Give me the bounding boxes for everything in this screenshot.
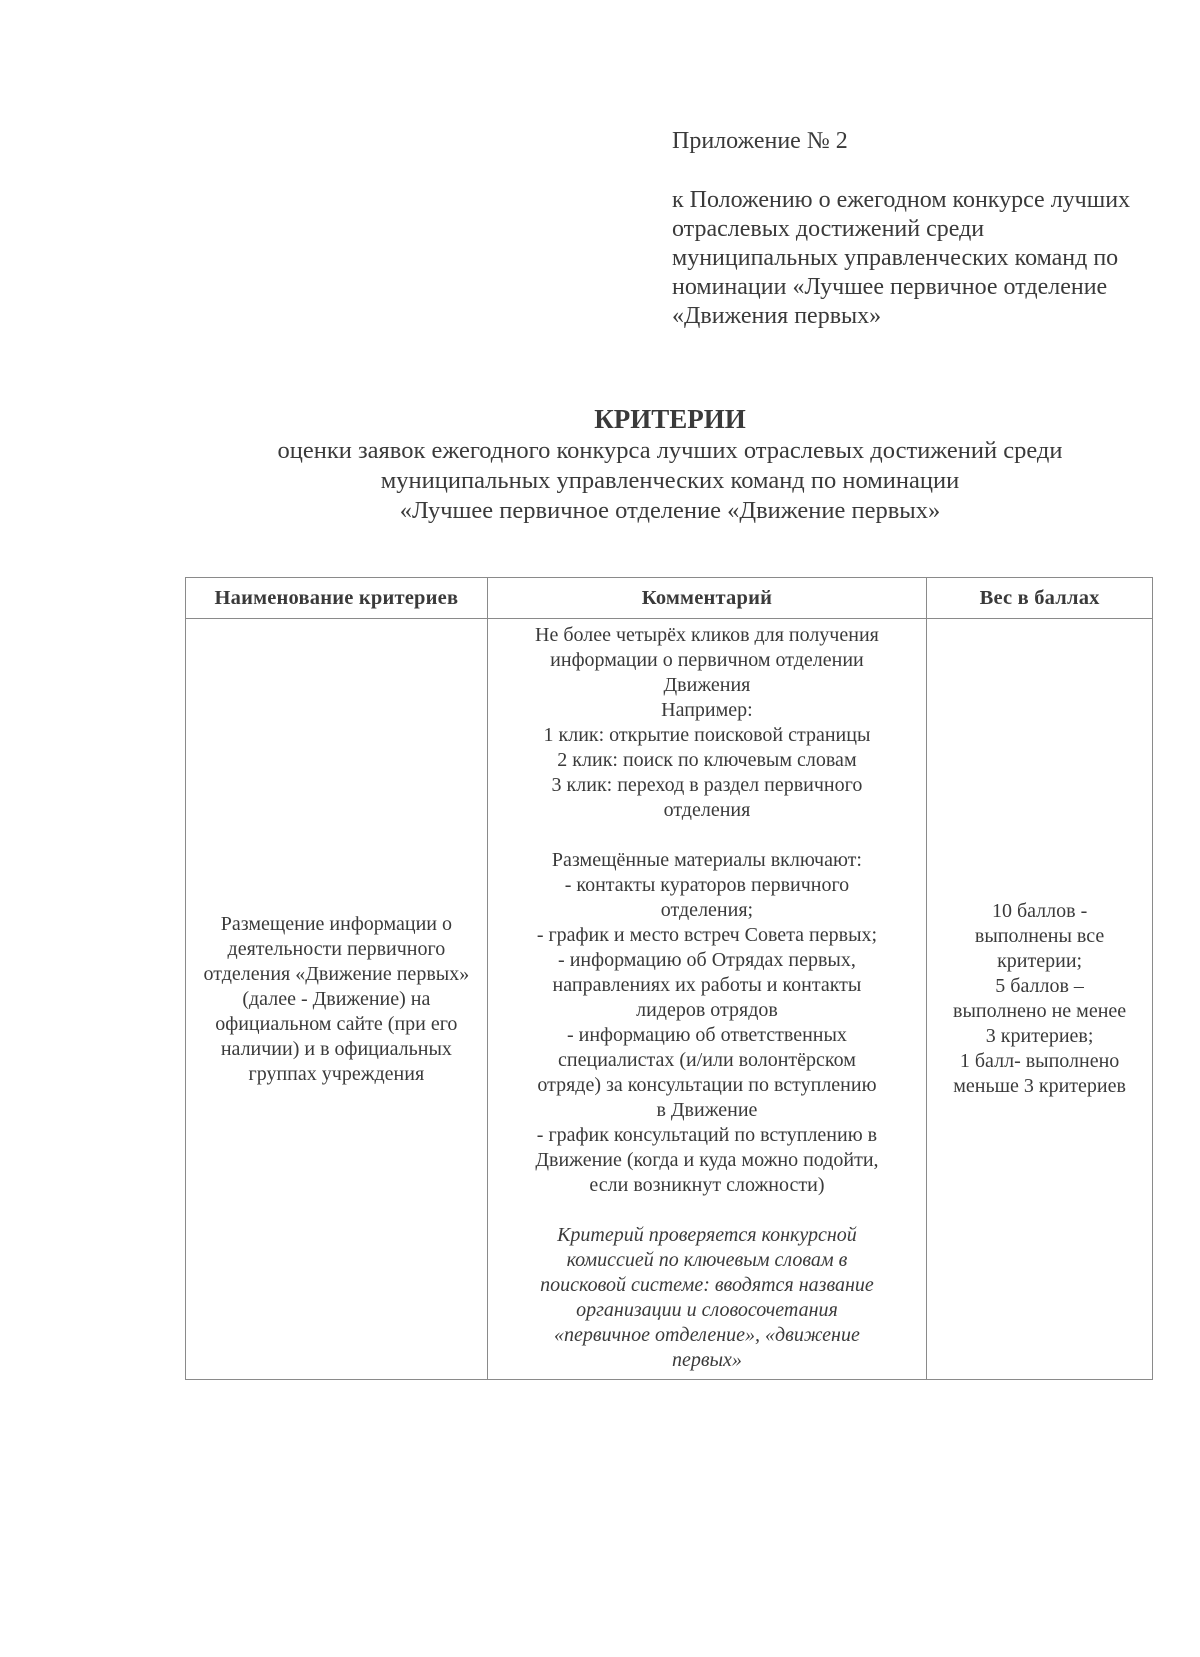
criterion-cell <box>186 619 488 1380</box>
weight-line: меньше 3 критериев <box>953 1075 1126 1097</box>
heading-line-1: оценки заявок ежегодного конкурса лучших отраслевых достижений среди <box>277 437 1063 464</box>
heading-title: КРИТЕРИИ <box>594 404 746 434</box>
comment-line: - график консультаций по вступлению в <box>536 1124 878 1146</box>
comment-line: 3 клик: переход в раздел первичного <box>551 774 863 796</box>
comment-line: отделения; <box>660 899 754 921</box>
comment-line: - контакты кураторов первичного <box>564 874 850 896</box>
weight-text <box>932 899 1147 1099</box>
criterion-text: Размещение информации о деятельности первичного отделения «Движение первых» (далее - Движение) на официальном сайте (при его наличии) и в официальных группах учреждения <box>203 912 470 1085</box>
comment-note-line: комиссией по ключевым словам в <box>566 1249 848 1271</box>
comment-line: отделения <box>663 799 751 821</box>
comment-note-line: Критерий проверяется конкурсной <box>557 1224 857 1246</box>
comment-line: Например: <box>661 699 753 721</box>
table-row <box>186 619 1153 1380</box>
comment-note-line: первых» <box>671 1349 742 1371</box>
comment-note-line: «первичное отделение», «движение <box>554 1324 860 1346</box>
comment-block-note <box>494 1223 920 1373</box>
comment-line: - график и место встреч Совета первых; <box>536 924 878 946</box>
weight-line: выполнено не менее <box>953 1000 1127 1022</box>
appendix-subtitle: к Положению о ежегодном конкурсе лучших отраслевых достижений среди муниципальных управленческих команд по номинации «Лучшее первичное отделение «Движения первых» <box>672 187 1131 329</box>
comment-block-clicks <box>494 623 920 823</box>
header-comment: Комментарий <box>487 578 926 619</box>
comment-line: лидеров отрядов <box>636 999 778 1021</box>
comment-note-line: организации и словосочетания <box>576 1299 838 1321</box>
criteria-table <box>185 577 1153 1380</box>
comment-line: в Движение <box>656 1099 758 1121</box>
comment-line: 2 клик: поиск по ключевым словам <box>557 749 857 771</box>
header-weight: Вес в баллах <box>927 578 1153 619</box>
weight-cell <box>927 619 1153 1380</box>
comment-line: направлениях их работы и контакты <box>552 974 862 996</box>
comment-line: если возникнут сложности) <box>589 1174 825 1196</box>
comment-line: - информацию об ответственных <box>566 1024 847 1046</box>
comment-cell <box>487 619 926 1380</box>
comment-line: информации о первичном отделении <box>550 649 864 671</box>
weight-line: 1 балл- выполнено <box>959 1050 1120 1072</box>
heading-line-2: муниципальных управленческих команд по номинации <box>380 467 960 494</box>
appendix-title: Приложение № 2 <box>672 128 848 154</box>
comment-line: Размещённые материалы включают: <box>551 849 862 871</box>
weight-line: 3 критериев; <box>985 1025 1094 1047</box>
comment-note-line: поисковой системе: вводятся название <box>540 1274 874 1296</box>
heading-line-3: «Лучшее первичное отделение «Движение первых» <box>399 497 941 524</box>
comment-line: специалистах (и/или волонтёрском <box>558 1049 856 1071</box>
comment-block-materials <box>494 848 920 1198</box>
comment-line: Не более четырёх кликов для получения <box>535 624 879 646</box>
weight-line: 10 баллов - <box>991 900 1088 922</box>
comment-line: - информацию об Отрядах первых, <box>558 949 856 971</box>
document-heading <box>150 402 1190 526</box>
comment-line: Движения <box>663 674 751 696</box>
weight-line: 5 баллов – <box>995 975 1084 997</box>
weight-line: критерии; <box>997 950 1083 972</box>
header-criteria: Наименование критериев <box>186 578 488 619</box>
table-header-row <box>186 578 1153 619</box>
comment-line: 1 клик: открытие поисковой страницы <box>543 724 871 746</box>
comment-line: Движение (когда и куда можно подойти, <box>535 1149 879 1171</box>
appendix-block <box>672 126 1152 331</box>
comment-line: отряде) за консультации по вступлению <box>537 1074 877 1096</box>
weight-line: выполнены все <box>974 925 1105 947</box>
